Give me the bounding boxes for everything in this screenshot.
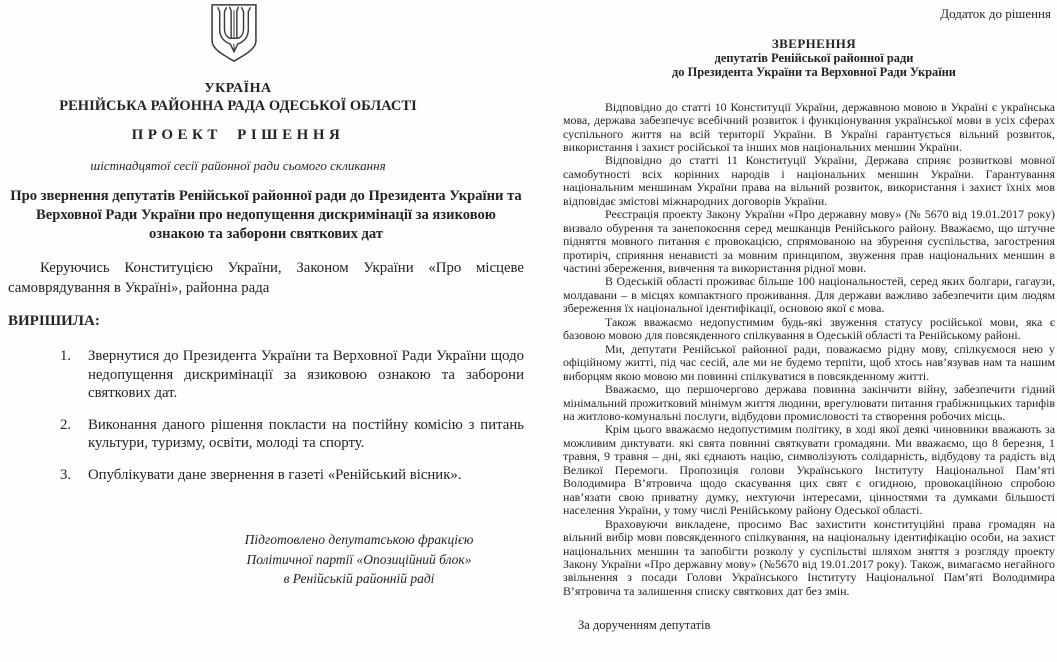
item-number: 3. (60, 466, 72, 483)
appeal-paragraph: Відповідно до статті 11 Конституції України, Держава сприяє розвиткові мовної самобутності всіх корінних народів і національних меншин України. Гарантування національним меншинам України права на вільний розвиток, використання і захист їхніх мов відповідає змістові міжнародних договорів України. (563, 153, 1055, 208)
resolved-label: ВИРІШИЛА: (8, 313, 100, 329)
closing-line: За дорученням депутатів (578, 618, 711, 633)
appeal-paragraph: Відповідно до статті 10 Конституції України, державною мовою в Україні є українська мова, держава забезпечує всебічний розвиток і функціонування української мови в усіх сферах суспільного життя на всій території України. В Україні гарантується вільний розвиток, використання і захист російської та інших мов національних меншин України. (563, 99, 1055, 154)
decision-title: Про звернення депутатів Ренійської районної ради до Президента України та Верховної Ради України про недопущення дискримінації за язиковою ознакою та заборони святкових дат (10, 188, 522, 242)
preamble-paragraph: Керуючись Конституцією України, Законом України «Про місцеве самоврядування в Україні», районна рада (8, 260, 524, 296)
item-number: 2. (60, 416, 72, 433)
appeal-body (563, 101, 1055, 599)
prepared-by-block (198, 530, 520, 589)
item-number: 1. (60, 348, 72, 364)
left-page-draft-decision (8, 0, 524, 662)
appeal-paragraph: Реєстрація проекту Закону України «Про державну мову» (№ 5670 від 19.01.2017 року) визвало обурення та занепокоєння серед мешканців Ренійського району. Вважаємо, що штучне підняття мовного питання є провокацією, спрямованою на збурення суспільства, загострення протиріч, сприяння ненависті за мовним принципом, звуження прав національних меншин в частині збереження, вивчення та використання рідної мови. (563, 207, 1055, 276)
ukraine-trident-coat-of-arms-icon (205, 3, 263, 64)
appeal-paragraph: Також вважаємо недопустимим будь-які звуження статусу російської мови, яка є базовою мовою для повсякденного спілкування в Одеській області та Ренійському районі. (563, 314, 1055, 343)
annex-note: Додаток до рішення (940, 6, 1051, 21)
appeal-title-line: ЗВЕРНЕННЯ (771, 36, 857, 51)
council-name: РЕНІЙСЬКА РАЙОННА РАДА ОДЕСЬКОЇ ОБЛАСТІ (59, 98, 417, 114)
document-type-heading: ПРОЕКТ РІШЕННЯ (131, 127, 345, 143)
appeal-paragraph: Враховуючи викладене, просимо Вас захистити конституційні права громадян на вільний вибір мови повсякденного спілкування, на національну ідентифікацію особи, на захист національних меншин та запобігти розколу у суспільстві шляхом зняття з розгляду проекту Закону України «Про державну мову» (№5670 від 19.01.2017 року). Також, вимагаємо негайного звільнення з посади Голови Українського Інституту Національної Пам’яті Володимира В’ятровича та залишення списку святкових дат без змін. (563, 516, 1055, 598)
prepared-by-line: Політичної партії «Опозиційний блок» (246, 551, 472, 567)
appeal-title-line: депутатів Ренійської районної ради (714, 51, 914, 65)
decision-item-2 (8, 416, 524, 453)
country-name: УКРАЇНА (204, 81, 272, 96)
item-text: Опублікувати дане звернення в газеті «Ренійський вісник». (88, 466, 462, 483)
decision-item-1 (8, 347, 524, 403)
decision-items-list (8, 347, 524, 484)
appeal-paragraph: Ми, депутати Ренійської районної ради, поважаємо рідну мову, спілкуємося нею у офіційному житті, під час сесій, але ми не будемо терпіти, щоб хтось нав’язував нам та нашим виборцям якою мовою ми повинні спілкуватися в повсякденному житті. (563, 341, 1055, 383)
item-text: Виконання даного рішення покласти на постійну комісію з питань культури, туризму, освіти, молоді та спорту. (88, 416, 524, 451)
prepared-by-line: Підготовлено депутатською фракцією (244, 532, 474, 547)
decision-item-3 (8, 466, 524, 485)
item-text: Звернутися до Президента України та Верховної Ради України щодо недопущення дискримінації за язиковою ознакою та заборони святкових дат. (88, 348, 524, 401)
appeal-paragraph: В Одеській області проживає більше 100 національностей, серед яких болгари, гагаузи, молдавани – в місцях компактного проживання. Для держави важливо забезпечити цим людям збереження їх національної ідентифікації, основою якої є мова. (563, 274, 1055, 316)
session-subtitle: шістнадцятої сесії районної ради сьомого скликання (90, 158, 386, 173)
prepared-by-line: в Ренійській районній раді (283, 571, 435, 586)
appeal-title-line: до Президента України та Верховної Ради України (672, 64, 956, 79)
right-page-appeal (563, 0, 1055, 662)
appeal-paragraph: Вважаємо, що першочергово держава повинна закінчити війну, забезпечити гідний мінімальний прожитковий мінімум життя людини, врегулювати питання грабіжницьких тарифів на житлово-комунальні послуги, відбудови промисловості та створення робочих місць. (563, 382, 1055, 424)
appeal-title-block (575, 36, 1053, 80)
appeal-paragraph: Крім цього вважаємо недопустимим політику, в ході якої деякі чиновники вважають за можливим диктувати. які свята повинні святкувати громадяни. Ми вважаємо, що 8 березня, 1 травня, 9 травня – дні, які єднають націю, символізують солідарність, відбудову та радість від Великої Перемоги. Пропозиція голови Українського Інституту Національної Пам’яті Володимира В’ятровича щодо скасування цих свят є огидною, провокаційною спробою нав’язати свою приватну думку, нехтуючи інтересами, цінностями та думками більшості населення України, у тому числі Ренійському району Одеської області. (563, 422, 1055, 518)
